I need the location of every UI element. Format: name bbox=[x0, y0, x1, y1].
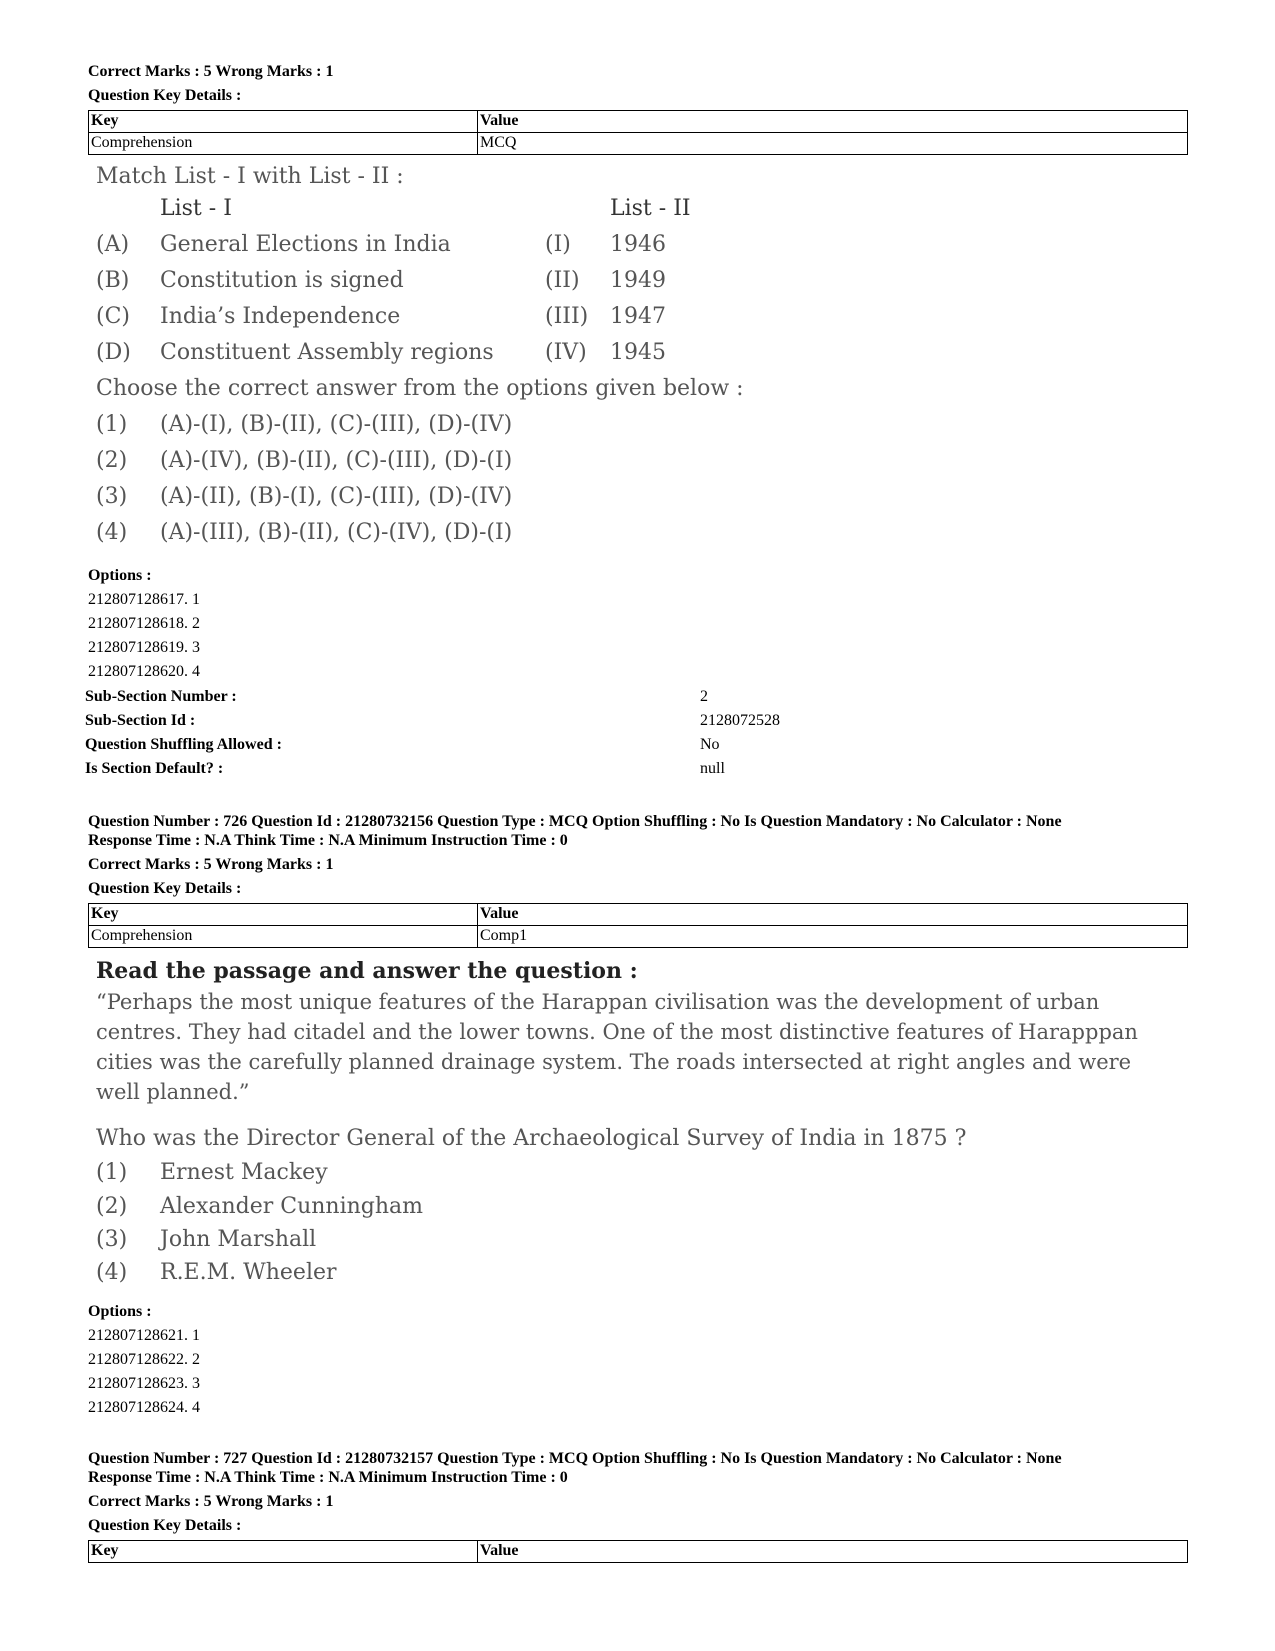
answer-text: Alexander Cunningham bbox=[160, 1194, 424, 1219]
value-header: Value bbox=[478, 904, 1188, 926]
row-year: 1945 bbox=[610, 340, 666, 365]
row-roman: (II) bbox=[545, 268, 580, 293]
answer-text: (A)-(IV), (B)-(II), (C)-(III), (D)-(I) bbox=[160, 448, 513, 473]
q727-header-line1: Question Number : 727 Question Id : 21280732157 Question Type : MCQ Option Shuffling : No Is Question Mandatory : No Calculator : None bbox=[88, 1450, 1062, 1467]
q727-header-line2: Response Time : N.A Think Time : N.A Minimum Instruction Time : 0 bbox=[88, 1469, 568, 1486]
row-letter: (D) bbox=[96, 340, 131, 365]
key-header: Key bbox=[89, 1541, 478, 1563]
row-item: India’s Independence bbox=[160, 304, 401, 329]
answer-text: John Marshall bbox=[160, 1227, 317, 1252]
list2-header: List - II bbox=[610, 196, 691, 221]
passage-line: cities was the carefully planned drainage system. The roads intersected at right angles and were bbox=[96, 1050, 1132, 1074]
row-item: Constituent Assembly regions bbox=[160, 340, 494, 365]
subsection-value: null bbox=[700, 760, 725, 777]
answer-text: (A)-(I), (B)-(II), (C)-(III), (D)-(IV) bbox=[160, 412, 513, 437]
q727-marks: Correct Marks : 5 Wrong Marks : 1 bbox=[88, 1493, 334, 1510]
answer-num: (3) bbox=[96, 484, 128, 509]
option-item: 212807128621. 1 bbox=[88, 1327, 200, 1344]
row-roman: (III) bbox=[545, 304, 589, 329]
answer-text: Ernest Mackey bbox=[160, 1160, 328, 1185]
option-item: 212807128619. 3 bbox=[88, 639, 200, 656]
q726-header-line1: Question Number : 726 Question Id : 21280732156 Question Type : MCQ Option Shuffling : No Is Question Mandatory : No Calculator : None bbox=[88, 813, 1062, 830]
q725-options-label: Options : bbox=[88, 567, 152, 584]
row-letter: (C) bbox=[96, 304, 130, 329]
passage-line: “Perhaps the most unique features of the Harappan civilisation was the development of urban bbox=[96, 990, 1100, 1014]
key-header: Key bbox=[89, 111, 478, 133]
question-text: Who was the Director General of the Archaeological Survey of India in 1875 ? bbox=[96, 1126, 967, 1151]
option-item: 212807128622. 2 bbox=[88, 1351, 200, 1368]
answer-num: (2) bbox=[96, 1194, 128, 1219]
subsection-value: 2128072528 bbox=[700, 712, 780, 729]
answer-text: R.E.M. Wheeler bbox=[160, 1260, 337, 1285]
subsection-value: 2 bbox=[700, 688, 708, 705]
subsection-label: Sub-Section Id : bbox=[85, 712, 196, 729]
answer-num: (4) bbox=[96, 1260, 128, 1285]
q725-key-details-label: Question Key Details : bbox=[88, 87, 242, 104]
answer-text: (A)-(II), (B)-(I), (C)-(III), (D)-(IV) bbox=[160, 484, 513, 509]
row-letter: (B) bbox=[96, 268, 130, 293]
q725-marks: Correct Marks : 5 Wrong Marks : 1 bbox=[88, 63, 334, 80]
row-year: 1949 bbox=[610, 268, 666, 293]
q725-key-table bbox=[88, 110, 1188, 155]
answer-num: (3) bbox=[96, 1227, 128, 1252]
row-letter: (A) bbox=[96, 232, 130, 257]
option-item: 212807128617. 1 bbox=[88, 591, 200, 608]
answer-num: (2) bbox=[96, 448, 128, 473]
subsection-label: Is Section Default? : bbox=[85, 760, 224, 777]
answer-text: (A)-(III), (B)-(II), (C)-(IV), (D)-(I) bbox=[160, 520, 513, 545]
q727-key-details-label: Question Key Details : bbox=[88, 1517, 242, 1534]
choose-instruction: Choose the correct answer from the options given below : bbox=[96, 376, 744, 401]
answer-num: (1) bbox=[96, 412, 128, 437]
match-instruction: Match List - I with List - II : bbox=[96, 164, 404, 189]
value-cell: Comp1 bbox=[478, 926, 1188, 948]
row-roman: (IV) bbox=[545, 340, 587, 365]
subsection-value: No bbox=[700, 736, 720, 753]
option-item: 212807128618. 2 bbox=[88, 615, 200, 632]
key-header: Key bbox=[89, 904, 478, 926]
row-item: General Elections in India bbox=[160, 232, 451, 257]
q726-options-label: Options : bbox=[88, 1303, 152, 1320]
passage-heading: Read the passage and answer the question : bbox=[96, 958, 638, 984]
key-cell: Comprehension bbox=[89, 133, 478, 155]
row-year: 1947 bbox=[610, 304, 666, 329]
q727-key-table bbox=[88, 1540, 1188, 1563]
list1-header: List - I bbox=[160, 196, 232, 221]
key-cell: Comprehension bbox=[89, 926, 478, 948]
option-item: 212807128624. 4 bbox=[88, 1399, 200, 1416]
subsection-label: Question Shuffling Allowed : bbox=[85, 736, 282, 753]
row-year: 1946 bbox=[610, 232, 666, 257]
q726-key-details-label: Question Key Details : bbox=[88, 880, 242, 897]
answer-num: (1) bbox=[96, 1160, 128, 1185]
q726-header-line2: Response Time : N.A Think Time : N.A Minimum Instruction Time : 0 bbox=[88, 832, 568, 849]
q726-marks: Correct Marks : 5 Wrong Marks : 1 bbox=[88, 856, 334, 873]
value-cell: MCQ bbox=[478, 133, 1188, 155]
answer-num: (4) bbox=[96, 520, 128, 545]
subsection-label: Sub-Section Number : bbox=[85, 688, 237, 705]
row-roman: (I) bbox=[545, 232, 571, 257]
row-item: Constitution is signed bbox=[160, 268, 404, 293]
q726-key-table bbox=[88, 903, 1188, 948]
value-header: Value bbox=[478, 1541, 1188, 1563]
value-header: Value bbox=[478, 111, 1188, 133]
option-item: 212807128620. 4 bbox=[88, 663, 200, 680]
passage-line: well planned.” bbox=[96, 1080, 250, 1104]
passage-line: centres. They had citadel and the lower towns. One of the most distinctive features of Harapppan bbox=[96, 1020, 1138, 1044]
option-item: 212807128623. 3 bbox=[88, 1375, 200, 1392]
